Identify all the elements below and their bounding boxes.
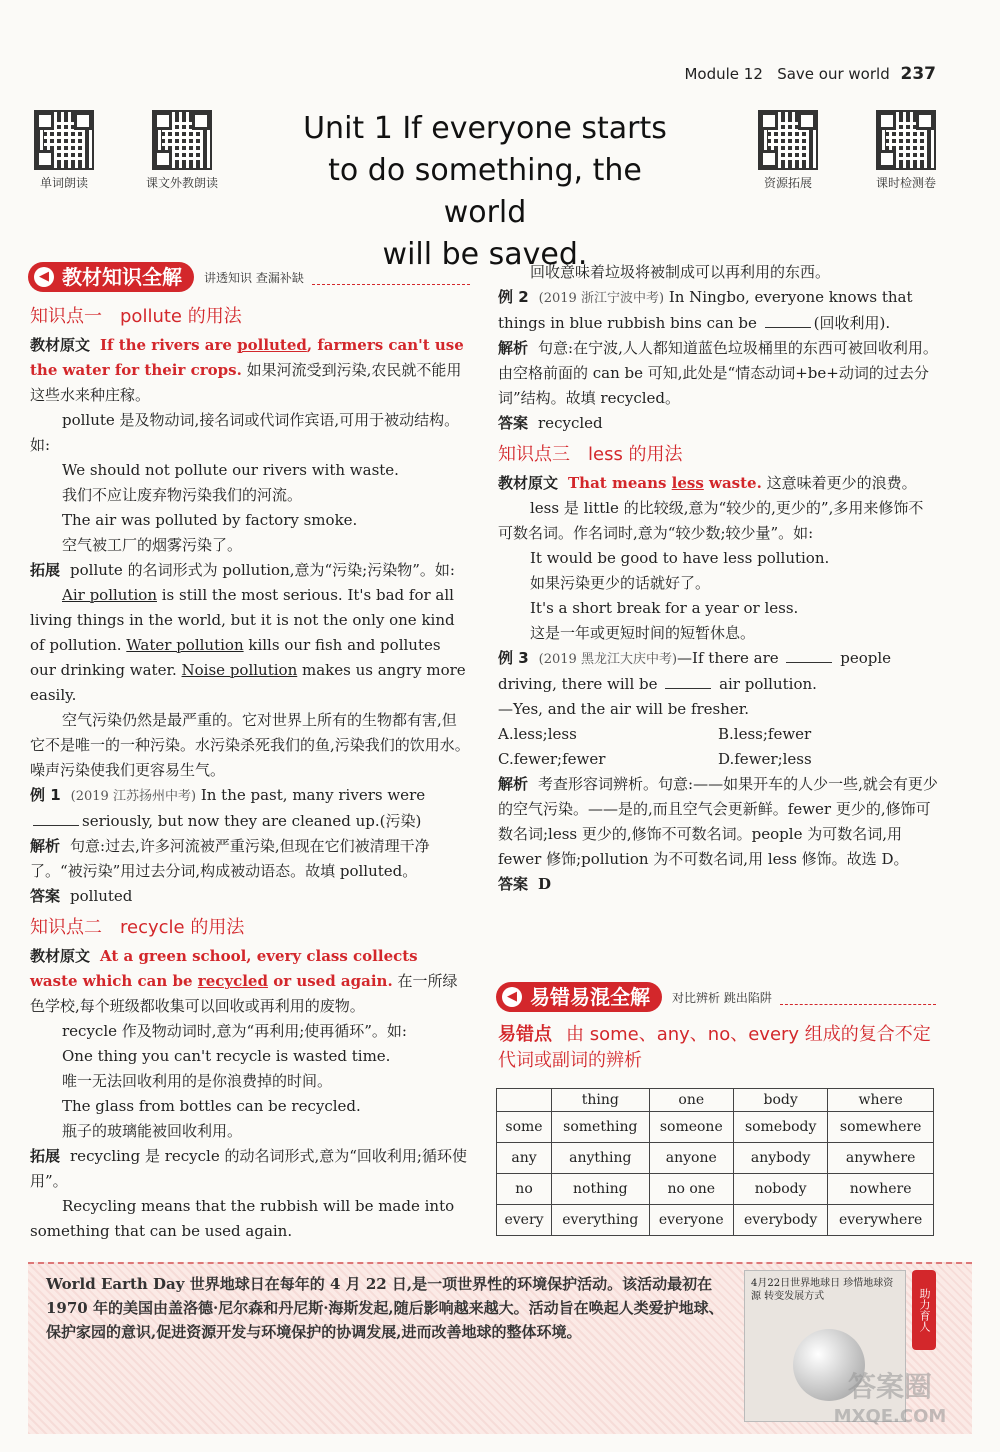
poster-caption: 4月22日世界地球日 珍惜地球资源 转变发展方式 bbox=[751, 1278, 894, 1302]
table-cell: no one bbox=[649, 1174, 733, 1205]
right-column bbox=[498, 260, 938, 897]
table-row bbox=[497, 1143, 934, 1174]
qr-icon bbox=[152, 110, 212, 170]
table-cell: anywhere bbox=[828, 1143, 934, 1174]
qr-icon bbox=[876, 110, 936, 170]
kp3-example-en: It's a short break for a year or less. bbox=[530, 599, 799, 617]
table-cell: anybody bbox=[734, 1143, 828, 1174]
kp1-extension: 拓展 pollute 的名词形式为 pollution,意为“污染;污染物”。如: bbox=[30, 561, 455, 579]
qr-label: 课时检测卷 bbox=[875, 176, 936, 190]
kp2-example-cn: 唯一无法回收利用的是你浪费掉的时间。 bbox=[62, 1072, 333, 1090]
kp1-extension-passage: Air pollution is still the most serious. It's bad for all living things in the world, but it is not the only one kind of pollution. Water pollution kills our fish and pollutes our drinking water. Noise pollution makes us angry more easily. bbox=[30, 586, 466, 704]
option-d: D.fewer;less bbox=[718, 750, 812, 768]
kp2-extension-example: Recycling means that the rubbish will be made into something that can be used again. bbox=[30, 1197, 455, 1240]
kp3-heading: 知识点三 less 的用法 bbox=[498, 444, 683, 465]
running-header bbox=[684, 64, 936, 84]
kp1-example-en: We should not pollute our rivers with waste. bbox=[62, 461, 399, 479]
section-label: ◀ 教材知识全解 bbox=[28, 262, 194, 292]
mistake-heading: 易错点 由 some、any、no、every 组成的复合不定代词或副词的辨析 bbox=[498, 1024, 931, 1071]
section-banner-knowledge bbox=[28, 262, 470, 292]
unit-title-line: Unit 1 If everyone starts bbox=[303, 111, 667, 146]
page-number: 237 bbox=[900, 64, 936, 84]
kp2-extension-translation: 回收意味着垃圾将被制成可以再利用的东西。 bbox=[530, 263, 831, 281]
table-header-cell: body bbox=[734, 1089, 828, 1112]
kp2-example-cn: 瓶子的玻璃能被回收利用。 bbox=[62, 1122, 243, 1140]
qr-label: 资源拓展 bbox=[763, 176, 812, 190]
option-b: B.less;fewer bbox=[718, 725, 812, 743]
table-cell: every bbox=[497, 1205, 552, 1236]
table-row bbox=[497, 1174, 934, 1205]
table-cell: some bbox=[497, 1112, 552, 1143]
table-header-row bbox=[497, 1089, 934, 1112]
kp2-example-en: The glass from bottles can be recycled. bbox=[62, 1097, 361, 1115]
qr-icon bbox=[758, 110, 818, 170]
table-header-cell: one bbox=[649, 1089, 733, 1112]
option-c: C.fewer;fewer bbox=[498, 750, 606, 768]
kp1-example-en: The air was polluted by factory smoke. bbox=[62, 511, 358, 529]
kp3-analysis: 解析 考查形容词辨析。句意:——如果开车的人少一些,就会有更少的空气污染。——是的,而且空气会更新鲜。fewer 更少的,修饰可数名词;less 更少的,修饰不可数名词。people 为可数名词,用 fewer 修饰;pollution 为不可数名词,用 less 修饰。故选 D。 bbox=[498, 775, 938, 868]
table-row bbox=[497, 1112, 934, 1143]
table-cell: someone bbox=[649, 1112, 733, 1143]
table-cell: any bbox=[497, 1143, 552, 1174]
kp3-answer: 答案 D bbox=[498, 875, 552, 893]
table-cell: nothing bbox=[552, 1174, 650, 1205]
table-cell: everywhere bbox=[828, 1205, 934, 1236]
module-label: Module 12 bbox=[684, 65, 763, 83]
kp2-answer: 答案 recycled bbox=[498, 414, 603, 432]
table-header-cell bbox=[497, 1089, 552, 1112]
table-header-cell: where bbox=[828, 1089, 934, 1112]
kp3-example-cn: 如果污染更少的话就好了。 bbox=[530, 574, 711, 592]
qr-label: 课文外教朗读 bbox=[145, 176, 218, 190]
side-tag: 助力育人 bbox=[912, 1270, 936, 1350]
qr-code-text-reading[interactable] bbox=[145, 110, 227, 191]
kp3-example-cn: 这是一年或更短时间的短暂休息。 bbox=[530, 624, 756, 642]
section-banner-mistakes bbox=[496, 982, 936, 1012]
table-cell: nowhere bbox=[828, 1174, 934, 1205]
section-subtitle: 讲透知识 查漏补缺 bbox=[204, 270, 304, 285]
answer-blank bbox=[665, 687, 711, 689]
table-cell: everything bbox=[552, 1205, 650, 1236]
kp2-analysis: 解析 句意:在宁波,人人都知道蓝色垃圾桶里的东西可被回收利用。由空格前面的 can be 可知,此处是“情态动词+be+动词的过去分词”结构。故填 recycled。 bbox=[498, 339, 938, 407]
footer-text bbox=[46, 1272, 726, 1344]
table-cell: no bbox=[497, 1174, 552, 1205]
table-header-cell: thing bbox=[552, 1089, 650, 1112]
footer-term: World Earth Day bbox=[46, 1275, 185, 1293]
kp1-example-cn: 我们不应让废弃物污染我们的河流。 bbox=[62, 486, 303, 504]
kp1-analysis: 解析 句意:过去,许多河流被严重污染,但现在它们被清理干净了。“被污染”用过去分词,构成被动语态。故填 polluted。 bbox=[30, 837, 430, 880]
kp3-source: 教材原文 That means less waste. 这意味着更少的浪费。 bbox=[498, 474, 917, 492]
unit-title-line: will be saved. bbox=[382, 237, 588, 272]
compound-pronoun-table bbox=[496, 1088, 934, 1236]
kp3-options-row bbox=[498, 722, 938, 747]
table-cell: nobody bbox=[734, 1174, 828, 1205]
qr-code-resources[interactable] bbox=[758, 110, 833, 191]
speaker-icon: ◀ bbox=[502, 987, 522, 1007]
answer-blank bbox=[33, 824, 79, 826]
option-a: A.less;less bbox=[498, 725, 577, 743]
kp2-heading: 知识点二 recycle 的用法 bbox=[30, 917, 245, 938]
kp2-extension: 拓展 recycling 是 recycle 的动名词形式,意为“回收利用;循环使用”。 bbox=[30, 1147, 467, 1190]
kp1-heading: 知识点一 pollute 的用法 bbox=[30, 306, 242, 327]
unit-title bbox=[295, 108, 675, 276]
answer-blank bbox=[765, 326, 811, 328]
kp1-exercise: 例 1 (2019 江苏扬州中考) In the past, many rivers were seriously, but now they are cleaned up.(污染) bbox=[30, 786, 426, 830]
left-column bbox=[30, 300, 470, 1244]
qr-code-word-reading[interactable] bbox=[34, 110, 109, 191]
table-cell: anything bbox=[552, 1143, 650, 1174]
footer-body: 世界地球日在每年的 4 月 22 日,是一项世界性的环境保护活动。该活动最初在 1970 年的美国由盖洛德·尼尔森和丹尼斯·海斯发起,随后影响越来越大。活动旨在唤起人类爱护地球、保护家园的意识,促进资源开发与环境保护的协调发展,进而改善地球的整体环境。 bbox=[46, 1275, 724, 1341]
table-cell: everyone bbox=[649, 1205, 733, 1236]
watermark: 答案圈 MXQE.COM bbox=[833, 1370, 947, 1427]
unit-title-line: to do something, the world bbox=[328, 153, 642, 230]
speaker-icon: ◀ bbox=[34, 267, 54, 287]
section-label: ◀ 易错易混全解 bbox=[496, 982, 662, 1012]
table-cell: somewhere bbox=[828, 1112, 934, 1143]
table-cell: somebody bbox=[734, 1112, 828, 1143]
kp1-source: 教材原文 If the rivers are polluted, farmers can't use the water for their crops. 如果河流受到污染,农民就不能用这些水来种庄稼。 bbox=[30, 336, 464, 404]
table-row bbox=[497, 1205, 934, 1236]
section-subtitle: 对比辨析 跳出陷阱 bbox=[672, 990, 772, 1005]
kp2-example-en: One thing you can't recycle is wasted time. bbox=[62, 1047, 391, 1065]
kp3-exercise-reply: —Yes, and the air will be fresher. bbox=[498, 700, 750, 718]
table-cell: something bbox=[552, 1112, 650, 1143]
answer-blank bbox=[786, 661, 832, 663]
kp3-options-row bbox=[498, 747, 938, 772]
qr-label: 单词朗读 bbox=[39, 176, 88, 190]
kp2-note: recycle 作及物动词时,意为“再利用;使再循环”。如: bbox=[62, 1022, 407, 1040]
module-title: Save our world bbox=[777, 65, 890, 83]
kp3-exercise: 例 3 (2019 黑龙江大庆中考)—If there are people driving, there will be air pollution. bbox=[498, 649, 892, 693]
kp1-answer: 答案 polluted bbox=[30, 887, 133, 905]
kp1-note: pollute 是及物动词,接名词或代词作宾语,可用于被动结构。如: bbox=[30, 411, 460, 454]
qr-code-quiz[interactable] bbox=[876, 110, 951, 191]
kp1-extension-translation: 空气污染仍然是最严重的。它对世界上所有的生物都有害,但它不是唯一的一种污染。水污染杀死我们的鱼,污染我们的饮用水。噪声污染使我们更容易生气。 bbox=[30, 711, 470, 779]
kp3-note: less 是 little 的比较级,意为“较少的,更少的”,多用来修饰不可数名词。作名词时,意为“较少数;较少量”。如: bbox=[498, 499, 924, 542]
kp2-source: 教材原文 At a green school, every class collects waste which can be recycled or used again. 在一所绿色学校,每个班级都收集可以回收或再利用的废物。 bbox=[30, 947, 458, 1015]
qr-icon bbox=[34, 110, 94, 170]
kp3-example-en: It would be good to have less pollution. bbox=[530, 549, 830, 567]
kp2-exercise: 例 2 (2019 浙江宁波中考) In Ningbo, everyone knows that things in blue rubbish bins can be (回收利用). bbox=[498, 288, 913, 332]
table-cell: everybody bbox=[734, 1205, 828, 1236]
table-cell: anyone bbox=[649, 1143, 733, 1174]
kp1-example-cn: 空气被工厂的烟雾污染了。 bbox=[62, 536, 243, 554]
